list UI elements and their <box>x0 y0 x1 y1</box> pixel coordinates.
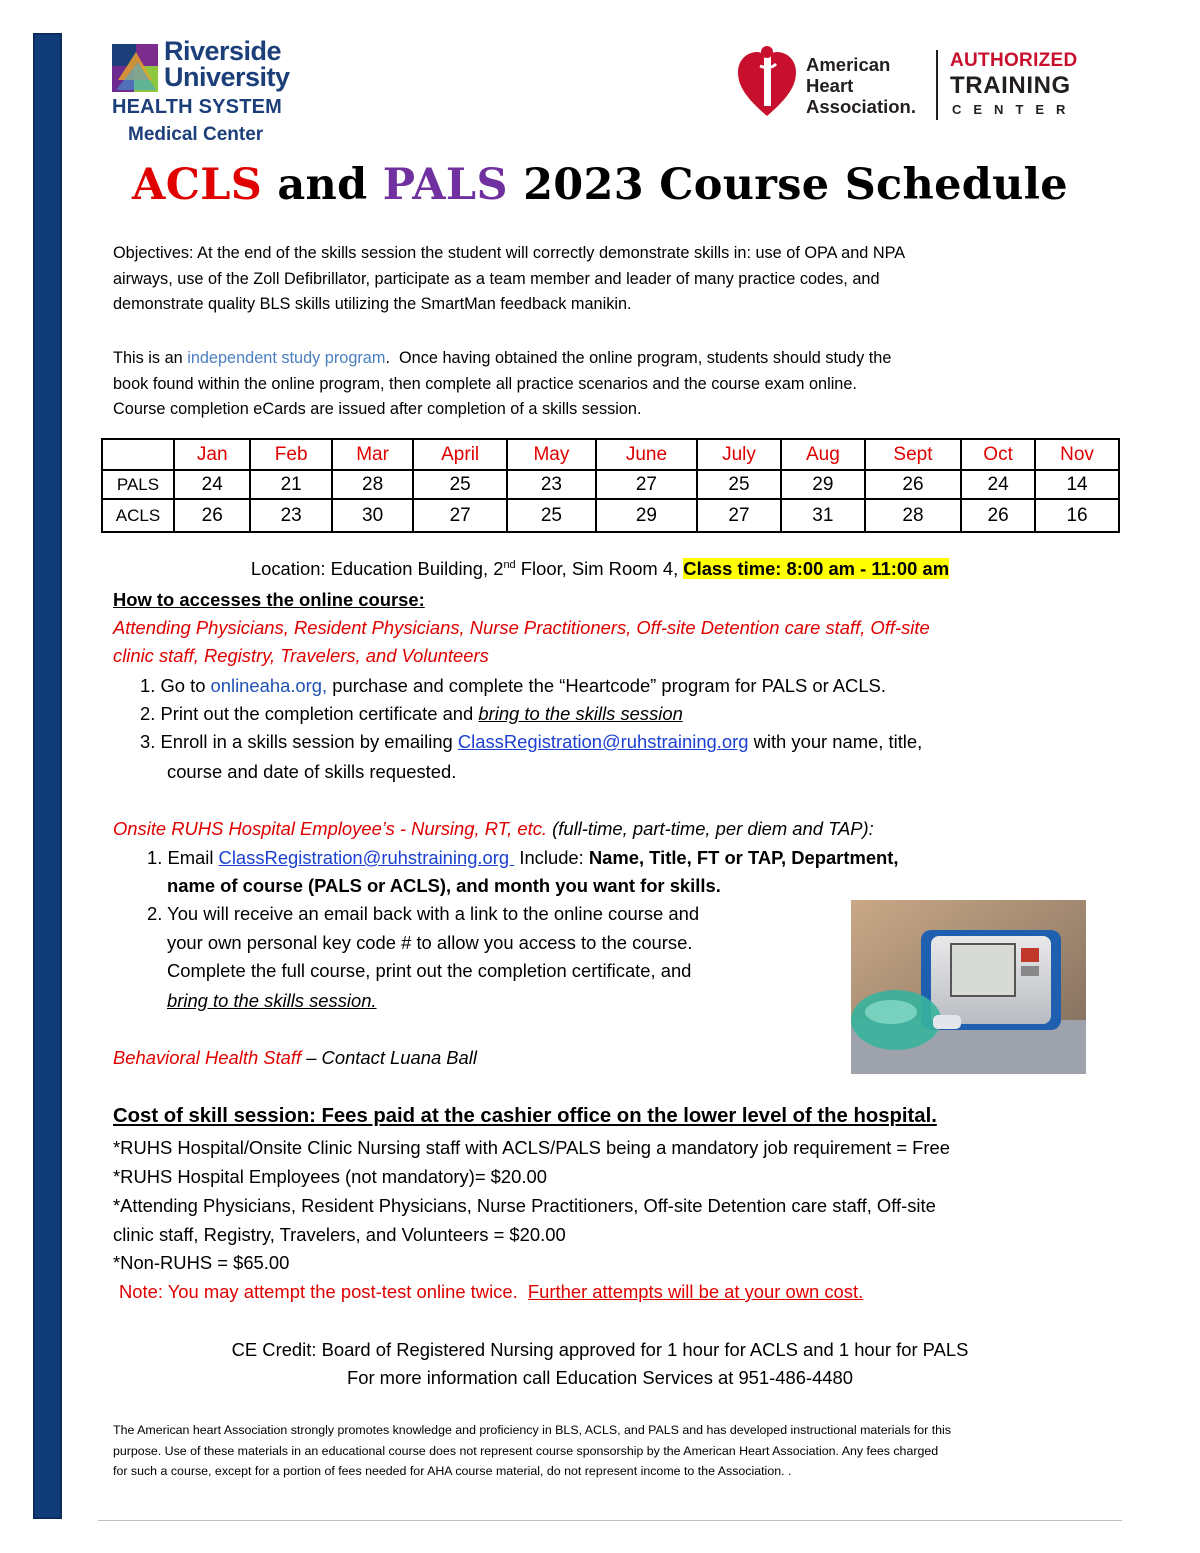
class-time-highlight: Class time: 8:00 am - 11:00 am <box>683 558 950 579</box>
note-line: Note: You may attempt the post-test online twice. Further attempts will be at your own cost. <box>119 1281 864 1302</box>
g2-step2-line3: Complete the full course, print out the completion certificate, and <box>167 960 692 981</box>
day-cell: 27 <box>596 470 697 499</box>
how-heading: How to accesses the online course: <box>113 589 425 610</box>
aha-center: CENTER <box>952 102 1078 117</box>
aha-logo-divider <box>936 50 938 120</box>
month-cell: Aug <box>781 439 865 470</box>
cost-line4: clinic staff, Registry, Travelers, and Volunteers = $20.00 <box>113 1224 566 1245</box>
ce-credit-line: CE Credit: Board of Registered Nursing approved for 1 hour for ACLS and 1 hour for PALS <box>231 1339 969 1360</box>
month-cell: May <box>507 439 596 470</box>
disclaimer: The American heart Association strongly promotes knowledge and proficiency in BLS, ACLS, and PALS and has developed instructional materials for this purpose. Use of these materials in an educational course does not represent course sponsorship by the American Heart Association. Any fees charged for such a course, except for a portion of fees needed for AHA course material, do not represent income to the Association. . <box>113 1423 951 1478</box>
cost-line3: *Attending Physicians, Resident Physicians, Nurse Practitioners, Off-site Detention care staff, Off-site <box>113 1195 936 1216</box>
aha-heart-torch-icon <box>736 46 798 118</box>
month-cell: June <box>596 439 697 470</box>
aha-authorized: AUTHORIZED <box>950 50 1078 71</box>
class-registration-email-link[interactable]: ClassRegistration@ruhstraining.org <box>457 731 749 752</box>
ruhs-logo-name: Riverside University <box>164 36 290 92</box>
day-cell: 29 <box>781 470 865 499</box>
day-cell: 25 <box>413 470 507 499</box>
schedule-row-acls <box>102 499 1119 532</box>
day-cell: 26 <box>961 499 1035 532</box>
independent-study-link[interactable]: independent study program <box>187 349 386 367</box>
defibrillator-photo <box>851 900 1086 1074</box>
day-cell: 16 <box>1035 499 1119 532</box>
independent-study: This is an independent study program. Once having obtained the online program, students should study the book found within the online program, then complete all practice scenarios and the course exam online. Course completion eCards are issued after completion of a skills session. <box>113 349 892 418</box>
g2-step1-line2: name of course (PALS or ACLS), and month you want for skills. <box>167 875 721 896</box>
day-cell: 28 <box>332 470 413 499</box>
row-label: PALS <box>102 470 174 499</box>
g2-step2-line1: 2. You will receive an email back with a link to the online course and <box>147 903 700 924</box>
day-cell: 24 <box>174 470 250 499</box>
g2-step2-line4: bring to the skills session. <box>167 990 377 1011</box>
day-cell: 14 <box>1035 470 1119 499</box>
ruhs-logo-medical-center: Medical Center <box>128 124 264 145</box>
month-cell: Mar <box>332 439 413 470</box>
day-cell: 29 <box>596 499 697 532</box>
step3: 3. Enroll in a skills session by emailing ClassRegistration@ruhstraining.org with your name, title, <box>140 731 923 752</box>
row-label: ACLS <box>102 499 174 532</box>
day-cell: 27 <box>697 499 781 532</box>
group1-line2: clinic staff, Registry, Travelers, and Volunteers <box>113 645 489 666</box>
month-cell: July <box>697 439 781 470</box>
month-cell: Sept <box>865 439 961 470</box>
step2: 2. Print out the completion certificate and bring to the skills session <box>140 703 683 724</box>
page-title: ACLS and PALS 2023 Course Schedule <box>132 160 1068 210</box>
ruhs-logo <box>112 38 322 148</box>
aha-logo-name: American Heart Association. <box>806 54 916 117</box>
g2-step2-line2: your own personal key code # to allow you access to the course. <box>167 932 693 953</box>
day-cell: 27 <box>413 499 507 532</box>
day-cell: 31 <box>781 499 865 532</box>
month-cell: Jan <box>174 439 250 470</box>
more-info-line: For more information call Education Services at 951-486-4480 <box>346 1367 853 1388</box>
aha-logo <box>736 46 1106 126</box>
schedule-header-row <box>102 439 1119 470</box>
group2-heading: Onsite RUHS Hospital Employee’s - Nursing, RT, etc. (full-time, part-time, per diem and TAP): <box>113 818 874 839</box>
day-cell: 25 <box>697 470 781 499</box>
cost-line2: *RUHS Hospital Employees (not mandatory)= $20.00 <box>113 1166 547 1187</box>
day-cell: 24 <box>961 470 1035 499</box>
day-cell: 23 <box>250 499 331 532</box>
footer-divider <box>98 1520 1122 1521</box>
schedule-table <box>101 438 1120 533</box>
ruhs-logo-system: HEALTH SYSTEM <box>112 96 283 118</box>
class-registration-email-link-2[interactable]: ClassRegistration@ruhstraining.org <box>218 847 515 868</box>
g2-step1: 1. Email ClassRegistration@ruhstraining.org Include: Name, Title, FT or TAP, Department, <box>147 847 899 868</box>
sidebar-bar <box>33 33 62 1519</box>
aha-training: TRAINING <box>950 72 1071 99</box>
location-line: Location: Education Building, 2nd Floor, Sim Room 4, Class time: 8:00 am - 11:00 am <box>250 558 950 579</box>
cost-heading: Cost of skill session: Fees paid at the cashier office on the lower level of the hospital. <box>113 1105 937 1127</box>
day-cell: 25 <box>507 499 596 532</box>
day-cell: 23 <box>507 470 596 499</box>
step3-line2: course and date of skills requested. <box>167 761 457 782</box>
month-cell: Oct <box>961 439 1035 470</box>
day-cell: 26 <box>174 499 250 532</box>
day-cell: 28 <box>865 499 961 532</box>
day-cell: 30 <box>332 499 413 532</box>
cost-line1: *RUHS Hospital/Onsite Clinic Nursing staff with ACLS/PALS being a mandatory job requirement = Free <box>113 1137 950 1158</box>
day-cell: 26 <box>865 470 961 499</box>
cost-line5: *Non-RUHS = $65.00 <box>113 1252 290 1273</box>
onlineaha-link[interactable]: onlineaha.org, <box>210 675 328 696</box>
schedule-row-pals <box>102 470 1119 499</box>
day-cell: 21 <box>250 470 331 499</box>
behavioral-line: Behavioral Health Staff – Contact Luana Ball <box>113 1047 477 1068</box>
step1: 1. Go to onlineaha.org, purchase and complete the “Heartcode” program for PALS or ACLS. <box>140 675 886 696</box>
defibrillator-image-icon <box>851 900 1086 1074</box>
objectives: Objectives: At the end of the skills session the student will correctly demonstrate skills in: use of OPA and NPA airways, use of the Zoll Defibrillator, participate as a team member and leader of many practice codes, and demonstrate quality BLS skills utilizing the SmartMan feedback manikin. <box>113 244 906 313</box>
ruhs-logo-mark-icon <box>112 40 158 96</box>
month-cell: Feb <box>250 439 331 470</box>
month-cell: Nov <box>1035 439 1119 470</box>
group1-line1: Attending Physicians, Resident Physicians, Nurse Practitioners, Off-site Detention care staff, Off-site <box>113 617 930 638</box>
month-cell: April <box>413 439 507 470</box>
